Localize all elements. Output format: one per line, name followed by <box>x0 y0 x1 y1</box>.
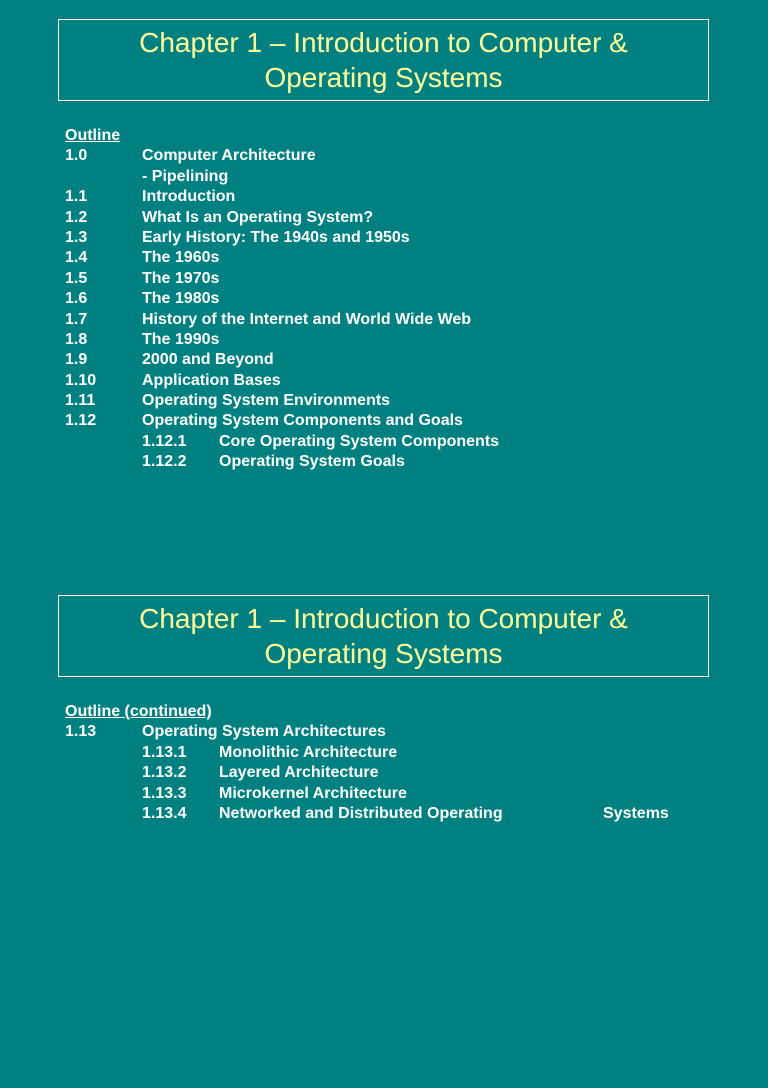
outline-item <box>65 248 705 268</box>
outline-subitem <box>65 763 705 783</box>
outline-item-text: History of the Internet and World Wide Web <box>142 310 472 328</box>
slide-title-line-1: Chapter 1 – Introduction to Computer & <box>139 27 628 58</box>
outline-item-number: 1.3 <box>65 228 88 246</box>
outline-item-text: Layered Architecture <box>219 764 379 782</box>
outline-item-number: 1.9 <box>65 351 88 369</box>
outline-item-text: Computer Architecture <box>142 147 316 165</box>
slide-2 <box>0 576 768 1088</box>
outline-item-text: Core Operating System Components <box>219 432 500 450</box>
outline-item-text: The 1970s <box>142 269 220 287</box>
outline-heading: Outline (continued) <box>65 703 212 720</box>
outline-item-text: The 1960s <box>142 249 220 267</box>
outline-item <box>65 208 705 228</box>
outline-subitem <box>65 432 705 452</box>
outline-item <box>65 391 705 411</box>
outline-item-text: 2000 and Beyond <box>142 351 274 369</box>
outline-item <box>65 350 705 370</box>
outline-item-text: What Is an Operating System? <box>142 208 374 226</box>
outline-item-number: 1.12.1 <box>142 432 187 450</box>
outline-subitem <box>65 452 705 472</box>
outline-item-text: Networked and Distributed Operating <box>219 804 503 822</box>
outline-item-text-continued: Systems <box>603 804 669 822</box>
outline-item <box>65 228 705 248</box>
outline-item-number: 1.8 <box>65 330 88 348</box>
slide-title-line-1: Chapter 1 – Introduction to Computer & <box>139 603 628 634</box>
outline-item-number: 1.1 <box>65 188 88 206</box>
outline-item <box>65 187 705 207</box>
outline-item <box>65 371 705 391</box>
slide-title-line-2: Operating Systems <box>264 638 503 669</box>
outline-item-number: 1.0 <box>65 147 88 165</box>
outline-list <box>65 702 705 824</box>
outline-list <box>65 126 705 473</box>
outline-item-number: 1.13.4 <box>142 804 187 822</box>
outline-item-number: 1.13 <box>65 723 97 741</box>
outline-item-text: Early History: The 1940s and 1950s <box>142 228 410 246</box>
outline-item-number: 1.12.2 <box>142 453 187 471</box>
outline-subitem <box>65 784 705 804</box>
outline-subitem <box>65 743 705 763</box>
outline-item <box>65 310 705 330</box>
outline-item-number: 1.13.2 <box>142 764 187 782</box>
outline-item-number: 1.6 <box>65 290 88 308</box>
outline-item-text: Operating System Architectures <box>142 723 386 741</box>
outline-item-number: 1.5 <box>65 269 88 287</box>
outline-item-text: The 1990s <box>142 330 220 348</box>
outline-heading: Outline <box>65 127 121 144</box>
outline-item-text: Application Bases <box>142 371 281 389</box>
outline-item-number: 1.13.1 <box>142 743 187 761</box>
outline-item <box>65 289 705 309</box>
outline-item <box>65 146 705 166</box>
outline-item-text: Microkernel Architecture <box>219 784 407 802</box>
outline-item-text: Introduction <box>142 188 236 206</box>
outline-item-text: Operating System Environments <box>142 392 391 410</box>
outline-item-number: 1.4 <box>65 249 88 267</box>
outline-item-text: The 1980s <box>142 290 220 308</box>
outline-subitem <box>65 804 705 824</box>
outline-item-number: 1.7 <box>65 310 88 328</box>
outline-item <box>65 411 705 431</box>
outline-item-text: Monolithic Architecture <box>219 743 398 761</box>
outline-item <box>65 269 705 289</box>
outline-item <box>65 167 705 187</box>
outline-item-number: 1.13.3 <box>142 784 187 802</box>
outline-item <box>65 722 705 742</box>
slide-1 <box>0 0 768 512</box>
outline-item-text: - Pipelining <box>142 167 229 185</box>
outline-item-number: 1.10 <box>65 371 97 389</box>
slide-title-line-2: Operating Systems <box>264 62 503 93</box>
outline-item-number: 1.12 <box>65 412 97 430</box>
outline-item-number: 1.11 <box>65 392 96 410</box>
slide-title-box <box>58 595 709 677</box>
outline-item <box>65 330 705 350</box>
outline-item-text: Operating System Goals <box>219 453 405 471</box>
outline-item-number: 1.2 <box>65 208 88 226</box>
slide-title-box <box>58 19 709 101</box>
outline-item-text: Operating System Components and Goals <box>142 412 463 430</box>
